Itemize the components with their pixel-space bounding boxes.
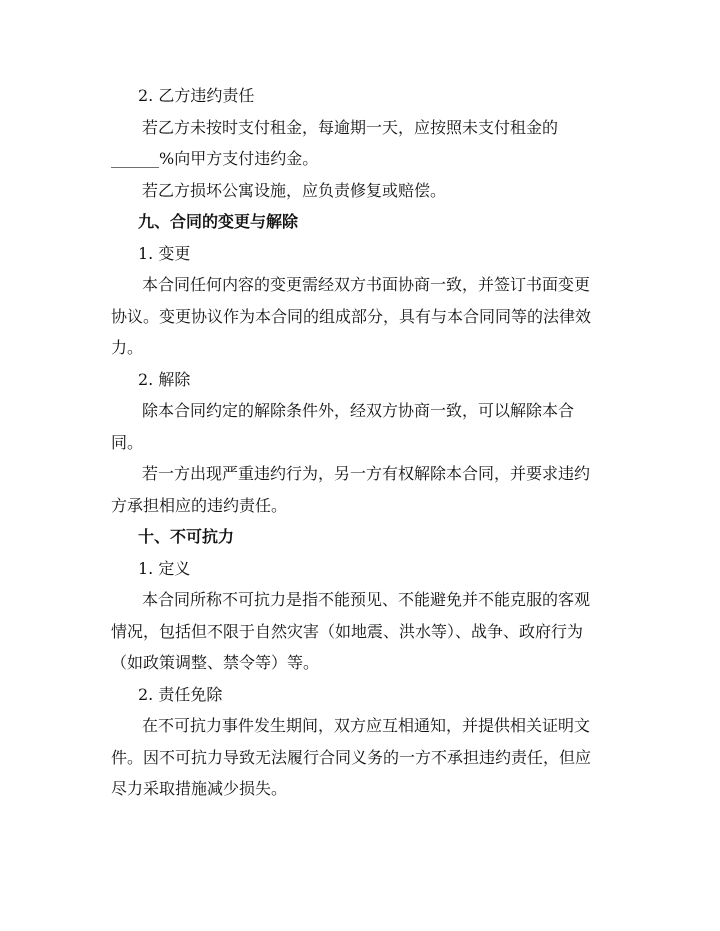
paragraph-line: （如政策调整、禁令等）等。 [111, 653, 320, 672]
paragraph-line: 在不可抗力事件发生期间，双方应互相通知，并提供相关证明文 [142, 716, 591, 735]
clause-heading-exemption: 2. 责任免除 [138, 684, 223, 704]
paragraph-line: 本合同所称不可抗力是指不能预见、不能避免并不能克服的客观 [142, 590, 591, 609]
clause-heading-breach-party-b: 2. 乙方违约责任 [138, 86, 255, 105]
paragraph-line: 件。因不可抗力导致无法履行合同义务的一方不承担违约责任，但应 [111, 747, 592, 767]
section-heading-force-majeure: 十、不可抗力 [138, 527, 235, 546]
paragraph-line: 除本合同约定的解除条件外，经双方协商一致，可以解除本合 [142, 401, 575, 420]
section-heading-modification-termination: 九、合同的变更与解除 [138, 212, 299, 231]
paragraph-line: 本合同任何内容的变更需经双方书面协商一致，并签订书面变更 [142, 275, 591, 294]
paragraph-line: 尽力采取措施减少损失。 [111, 779, 288, 798]
paragraph-line: 同。 [111, 432, 144, 452]
clause-heading-termination: 2. 解除 [138, 369, 191, 389]
paragraph-line: 方承担相应的违约责任。 [111, 495, 288, 515]
paragraph-line: 力。 [111, 338, 144, 357]
paragraph-line: 若乙方损坏公寓设施，应负责修复或赔偿。 [142, 180, 447, 200]
paragraph-line: 若一方出现严重违约行为，另一方有权解除本合同，并要求违约 [142, 464, 591, 483]
paragraph-line: 协议。变更协议作为本合同的组成部分，具有与本合同同等的法律效 [111, 306, 592, 326]
paragraph-line: ______%向甲方支付违约金。 [111, 149, 319, 168]
paragraph-line: 若乙方未按时支付租金，每逾期一天，应按照未支付租金的 [142, 117, 559, 137]
clause-heading-modification: 1. 变更 [138, 243, 191, 263]
document-body [111, 80, 616, 805]
clause-heading-definition: 1. 定义 [138, 558, 191, 578]
paragraph-line: 情况，包括但不限于自然灾害（如地震、洪水等）、战争、政府行为 [111, 621, 584, 641]
